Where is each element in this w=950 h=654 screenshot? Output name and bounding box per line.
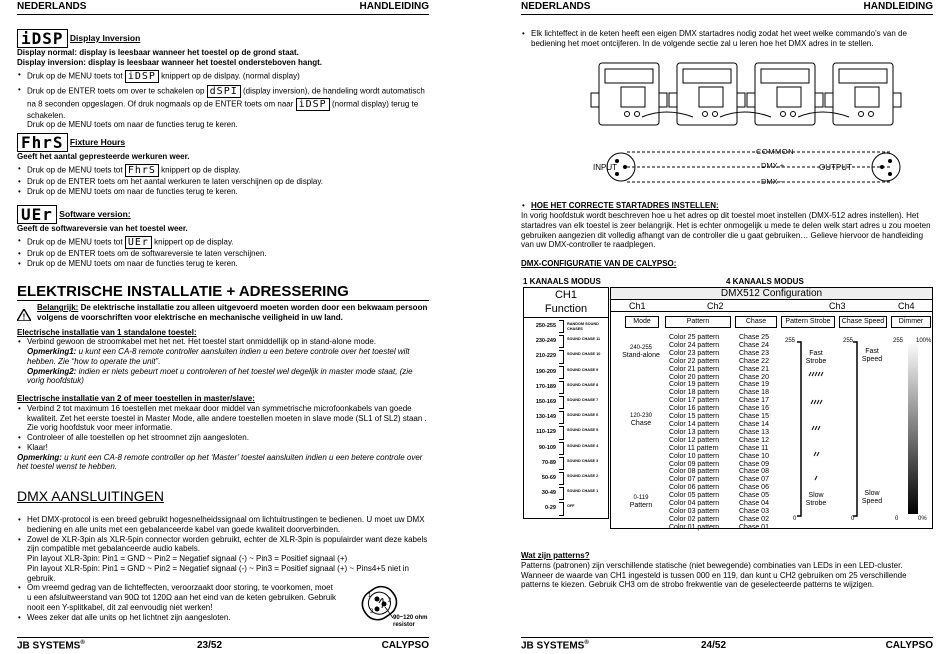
- pin-label: 1: [368, 593, 372, 599]
- svg-text:!: !: [22, 312, 26, 321]
- list-item: • Om vreemd gedrag van de lichteffecten, veroorzaakt door storing, te voorkomen, moet u een afsluitweerstand van 90Ω tot 120Ω aan het eind van de keten gebruiken. Gebruik nooit een Y-splitkabel, dit zal eenvoudig niet werken!: [17, 583, 429, 612]
- list-item: • Zowel de XLR-3pin als XLR-5pin connector worden gebruikt, echter de XLR-3pin is populairder want deze kabels zijn compatible met gebalanceerde audio kabels. Pin layout XLR-3pin: Pin1 = GND ~ Pin2 = Negatief signaal (-) ~ Pin3 = Positief signaal (+) Pin layout XLR-5pin: Pin1 = GND ~ Pin2 = Negatief signaal (-) ~ Pin3 = Positief signaal (+) ~ Pins4+5 niet in gebruik.: [17, 535, 429, 584]
- paragraph: Patterns (patronen) zijn verschillende statische (niet bewegende) combinaties van LEDs in een LED-cluster. Wanneer de waarde van CH1 ingesteld is tussen 000 en 119, dan kunt u CH2 gebruiken om 25 verschillende patterns te kiezen. Gebruik CH3 om de strobo frekwentie van de geselecteerde patterns te wijzigen.: [521, 560, 907, 590]
- ch1-range: 250-255: [535, 323, 556, 329]
- ch1-range: 90-109: [538, 444, 556, 451]
- ch1-tick: [559, 442, 564, 455]
- chase-item: Chase 15: [739, 413, 769, 421]
- ch1-tick: [559, 381, 564, 394]
- list-item: • Druk op de ENTER toets om over te schakelen op dSPI (display inversion), de handeling wordt automatisch na 8 seconden opgeslagen. Of druk nogmaals op de ENTER toets om naar iDSP (normal display) terug te schakelen.: [17, 85, 429, 121]
- paragraph: Geeft de softwareversie van het toestel weer.: [17, 224, 188, 233]
- ch1-function: RANDOM SOUND CHASES: [567, 322, 599, 331]
- dimmer-bottom-pct: 0%: [918, 516, 927, 522]
- section-title: Display Inversion: [69, 32, 141, 43]
- chase-item: Chase 16: [739, 405, 769, 413]
- pattern-item: Color 09 pattern: [669, 460, 720, 468]
- subsection-title: Wat zijn patterns?: [521, 551, 590, 560]
- ch1-function: SOUND CHASE 5: [567, 428, 599, 433]
- pattern-item: Color 10 pattern: [669, 452, 720, 460]
- ch1-function: SOUND CHASE 8: [567, 382, 599, 387]
- list-item: • Druk op de MENU toets om naar de functies terug te keren.: [17, 259, 429, 269]
- ch1-row: [524, 442, 608, 457]
- chase-item: Chase 18: [739, 389, 769, 397]
- mode-label: Stand-alone: [622, 352, 660, 359]
- section-software-version: [17, 205, 429, 268]
- note: Opmerking: u kunt een CA-8 remote controller op het ‘Master’ toestel aansluiten indien u een betere controle over het toestel wenst te hebben.: [17, 452, 423, 472]
- list-item: • Druk op de MENU toets tot iDSP knippert op de dislpay. (normal display): [17, 70, 429, 83]
- lcd-display: FhrS: [17, 133, 68, 152]
- ch1-row: [524, 366, 608, 381]
- ch1-row: [524, 396, 608, 411]
- chase-item: Chase 08: [739, 468, 769, 476]
- chase-item: Chase 25: [739, 334, 769, 341]
- chase-item: Chase 19: [739, 381, 769, 389]
- ch1-tick: [559, 411, 564, 424]
- footer-brand: JB SYSTEMS: [521, 640, 585, 652]
- strobe-slow-label: Slow Strobe: [805, 492, 827, 507]
- chase-item: Chase 09: [739, 460, 769, 468]
- ch1-range: 210-229: [535, 353, 556, 360]
- paragraph: Geeft het aantal gepresteerde werkuren weer.: [17, 152, 190, 161]
- pattern-item: Color 22 pattern: [669, 357, 720, 365]
- note: Opmerking1: u kunt een CA-8 remote controller aansluiten indien u een betere controle over het toestel wilt hebben. Zie “how to operate the unit”.: [27, 347, 410, 366]
- lcd-display: UEr: [125, 236, 152, 249]
- list-item: • Druk op de MENU toets tot UEr knippert op de display.: [17, 236, 429, 249]
- pin-label: 3: [370, 609, 374, 615]
- footer-model: CALYPSO: [381, 640, 429, 651]
- speed-bottom-value: 0: [851, 516, 855, 522]
- ch1-subtitle: Function: [544, 303, 588, 315]
- ch1-function: SOUND CHASE 11: [567, 337, 601, 342]
- lcd-display: dSPI: [207, 85, 241, 98]
- ch1-row: [524, 457, 608, 472]
- pattern-item: Color 19 pattern: [669, 381, 720, 389]
- ch1-function: OFF: [567, 504, 575, 509]
- paragraph: Display normal: display is leesbaar wanneer het toestel op de grond staat.: [17, 48, 299, 57]
- strobe-top-value: 255: [785, 338, 796, 344]
- subcol-header: Chase Speed: [839, 316, 887, 328]
- paragraph: In vorig hoofdstuk wordt beschreven hoe u het adres op dit toestel moet instellen (DMX-512 adres instellen). Het startadres van elk toestel is zeer belangrijk. Het is echter onmogelijk u mede te delen welk start adres u zou moeten gebruiken aangezien dit volledig afhangt van de controller die u gaat gebruiken… Gelieve hiervoor de handleiding van uw DMX-controller te raadplegen.: [521, 211, 931, 250]
- list-item: • Druk op de MENU toets om naar de functies terug te keren.: [17, 187, 429, 197]
- pattern-item: Color 07 pattern: [669, 476, 720, 484]
- list-item: • Wees zeker dat alle units op het lichtnet zijn aangesloten.: [17, 613, 429, 623]
- diagram-output-label: OUTPUT: [819, 163, 852, 172]
- chase-item: Chase 05: [739, 492, 769, 500]
- subsection-title: Electrische installatie van 2 of meer toestellen in master/slave:: [17, 394, 255, 403]
- ch1-tick: [559, 426, 564, 439]
- col-header: Ch4: [898, 301, 915, 311]
- ch1-function-table: [523, 287, 609, 519]
- section-heading: ELEKTRISCHE INSTALLATIE + ADRESSERING: [17, 283, 429, 301]
- speed-slow-label: Slow Speed: [861, 490, 883, 505]
- dmx-config-title: DMX-CONFIGURATIE VAN DE CALYPSO:: [521, 259, 677, 268]
- header-title: HANDLEIDING: [359, 1, 429, 12]
- pattern-item: Color 05 pattern: [669, 492, 720, 500]
- ch1-function: SOUND CHASE 10: [567, 352, 601, 357]
- ch1-row: [524, 411, 608, 426]
- pattern-item: Color 15 pattern: [669, 413, 720, 421]
- subsection-title: Electrische installatie van 1 standalone toestel:: [17, 327, 197, 337]
- section-heading: DMX AANSLUITINGEN: [17, 488, 165, 504]
- strobe-bracket: [781, 334, 837, 524]
- ch1-range: 70-89: [541, 459, 556, 466]
- dmx512-table: [610, 287, 933, 529]
- chase-item: Chase 14: [739, 420, 769, 428]
- ch1-tick: [559, 350, 564, 363]
- lcd-display: UEr: [17, 205, 57, 224]
- chase-item: Chase 01: [739, 523, 769, 531]
- ch1-range: 110-129: [536, 429, 556, 436]
- diagram-input-label: INPUT: [593, 163, 617, 172]
- page-number: 24/52: [701, 640, 727, 651]
- section-title: Software version:: [59, 208, 131, 219]
- pin-label: 2: [388, 598, 392, 604]
- ch1-row: [524, 335, 608, 350]
- lcd-display: iDSP: [125, 70, 159, 83]
- pattern-item: Color 16 pattern: [669, 405, 720, 413]
- chase-item: Chase 11: [739, 444, 769, 452]
- ch1-function: SOUND CHASE 6: [567, 413, 599, 418]
- dmx512-title: DMX512 Configuration: [611, 288, 932, 300]
- ch1-row: [524, 472, 608, 487]
- pattern-item: Color 20 pattern: [669, 373, 720, 381]
- ch1-tick: [559, 502, 564, 515]
- ch1-row: [524, 426, 608, 441]
- chase-item: Chase 23: [739, 349, 769, 357]
- diagram-dmx-plus-label: DMX +: [761, 161, 785, 170]
- page-header: [17, 1, 429, 15]
- col-header: Ch2: [707, 301, 724, 311]
- lcd-display: iDSP: [296, 98, 330, 111]
- pattern-item: Color 18 pattern: [669, 389, 720, 397]
- pattern-item: Color 01 pattern: [669, 523, 720, 531]
- chase-item: Chase 21: [739, 365, 769, 373]
- subsection-title: HOE HET CORRECTE STARTADRES INSTELLEN:: [531, 201, 719, 210]
- mode-column: [617, 334, 665, 524]
- warning-icon: [17, 309, 31, 321]
- chase-list: [739, 334, 781, 532]
- mode-label: Chase: [630, 420, 652, 427]
- mode-range: 0-119: [633, 495, 649, 501]
- pattern-item: Color 12 pattern: [669, 436, 720, 444]
- ch1-function: SOUND CHASE 1: [567, 489, 599, 494]
- strobe-bottom-value: 0: [793, 516, 797, 522]
- ch1-function: SOUND CHASE 4: [567, 443, 599, 448]
- pattern-item: Color 03 pattern: [669, 507, 720, 515]
- pattern-item: Color 11 pattern: [669, 444, 719, 452]
- page-footer: JB SYSTEMS® 24/52 CALYPSO: [521, 637, 933, 652]
- pattern-item: Color 02 pattern: [669, 515, 720, 523]
- lcd-display: FhrS: [125, 164, 159, 177]
- section-electrical: [17, 283, 429, 472]
- lcd-display: iDSP: [17, 29, 68, 48]
- mode-1ch-label: 1 KANAALS MODUS: [523, 277, 601, 286]
- warning-label: Belangrijk:: [37, 303, 79, 312]
- strobe-column: [781, 334, 837, 524]
- ch1-function: SOUND CHASE 2: [567, 474, 599, 478]
- subcol-header: Pattern Strobe: [781, 316, 835, 328]
- note: Opmerking2: indien er niets gebeurt moet u controleren of het toestel wel degelijk in master mode staat, (zie vorig hoofdstuk): [27, 366, 413, 386]
- page-footer: JB SYSTEMS® 23/52 CALYPSO: [17, 637, 429, 652]
- ch1-tick: [559, 396, 564, 409]
- ch1-range: 130-149: [535, 414, 556, 421]
- ch1-row: [524, 487, 608, 502]
- ch1-range: 30-49: [541, 490, 556, 497]
- resistor-label: 90~120 ohm resistor: [393, 615, 428, 628]
- list-item: • Het DMX-protocol is een breed gebruikt hogesnelheidssignaal om lichtuitrustingen te bedienen. U moet uw DMX bediening en alle units met een gebalanceerde kabel van goede kwaliteit doorverbinden.: [17, 515, 429, 535]
- list-item: [521, 201, 933, 211]
- paragraph: Display inversion: display is leesbaar wanneer het toestel ondersteboven hangt.: [17, 57, 322, 67]
- warning-text: De elektrische installatie zou alleen uitgevoerd moeten worden door een bekwaam persoon volgens de voorschriften voor elektrische en mechanische veiligheid in uw land.: [37, 303, 428, 322]
- ch1-function: SOUND CHASE 9: [567, 367, 599, 372]
- pattern-item: Color 21 pattern: [669, 365, 720, 373]
- section-fixture-hours: [17, 133, 429, 196]
- header-language: NEDERLANDS: [17, 1, 87, 12]
- ch1-function: SOUND CHASE 3: [567, 458, 599, 463]
- pattern-item: Color 06 pattern: [669, 484, 720, 492]
- mode-label: Pattern: [629, 502, 653, 509]
- ch1-tick: [559, 366, 564, 379]
- chase-item: Chase 22: [739, 357, 769, 365]
- mode-4ch-label: 4 KANAALS MODUS: [726, 277, 804, 286]
- pattern-item: Color 23 pattern: [669, 349, 720, 357]
- chase-item: Chase 20: [739, 373, 769, 381]
- pattern-item: Color 14 pattern: [669, 420, 720, 428]
- section-title: Fixture Hours: [69, 136, 126, 147]
- list-item: • Druk op de MENU toets tot FhrS knippert op de display.: [17, 164, 429, 177]
- ch1-row: [524, 320, 608, 335]
- dmx-chain-diagram: [581, 57, 931, 192]
- ch1-range: 50-69: [541, 475, 556, 481]
- subcol-header: Dimmer: [891, 316, 931, 328]
- speed-bracket: [839, 334, 891, 524]
- page-header: [521, 1, 933, 15]
- speed-top-value: 255: [843, 338, 854, 344]
- ch1-tick: [559, 457, 564, 470]
- fixture-chain-illustration: [581, 57, 931, 192]
- header-language: NEDERLANDS: [521, 1, 591, 12]
- pattern-item: Color 25 pattern: [669, 334, 720, 341]
- footer-model: CALYPSO: [885, 640, 933, 651]
- chase-item: Chase 24: [739, 341, 769, 349]
- ch1-tick: [559, 335, 564, 348]
- right-page: [521, 0, 933, 654]
- pattern-item: Color 24 pattern: [669, 341, 720, 349]
- ch1-row: [524, 381, 608, 396]
- diagram-dmx-minus-label: DMX -: [761, 177, 783, 186]
- pattern-item: Color 17 pattern: [669, 397, 720, 405]
- list-item: • Verbind gewoon de stroomkabel met het net. Het toestel start onmiddellijk op in stand-alone mode.: [17, 337, 429, 347]
- pattern-item: Color 04 pattern: [669, 500, 720, 508]
- diagram-common-label: COMMON: [756, 147, 794, 156]
- chase-item: Chase 02: [739, 515, 769, 523]
- ch1-tick: [559, 487, 564, 500]
- dimmer-top-pct: 100%: [916, 338, 932, 344]
- chase-item: Chase 06: [739, 484, 769, 492]
- page-number: 23/52: [197, 640, 223, 651]
- ch1-range: 170-189: [535, 383, 556, 390]
- mode-range: 120-230: [629, 413, 653, 419]
- section-display-inversion: [17, 29, 429, 130]
- subcol-header: Chase: [735, 316, 777, 328]
- dimmer-top-value: 255: [893, 338, 904, 344]
- xlr-resistor-diagram: [355, 582, 435, 634]
- chase-item: Chase 12: [739, 436, 769, 444]
- ch1-range: 150-169: [535, 399, 556, 405]
- mode-range: 240-255: [629, 345, 653, 351]
- chase-item: Chase 07: [739, 476, 769, 484]
- pattern-item: Color 13 pattern: [669, 428, 720, 436]
- ch1-range: 0-29: [544, 505, 556, 512]
- list-item: Druk op de MENU toets om naar de functies terug te keren.: [27, 120, 238, 130]
- pattern-list: [669, 334, 735, 532]
- chase-item: Chase 04: [739, 500, 769, 508]
- col-header: Ch3: [829, 301, 846, 311]
- chase-item: Chase 17: [739, 397, 769, 405]
- speed-column: [839, 334, 891, 524]
- chase-item: Chase 03: [739, 507, 769, 515]
- section-patterns-info: [521, 551, 933, 590]
- list-item: • Elk lichteffect in de keten heeft een eigen DMX startadres nodig zodat het weet welke commando’s van de bediening het moet ontcijferen. In de volgende sectie zal u leren hoe het DMX adres in te stellen.: [521, 29, 933, 49]
- ch1-range: 230-249: [535, 338, 556, 345]
- dimmer-column: [891, 334, 933, 524]
- ch1-rows: [524, 320, 608, 518]
- header-title: HANDLEIDING: [863, 1, 933, 12]
- list-item: • Druk op de ENTER toets om het aantal werkuren te laten verschijnen op de display.: [17, 177, 429, 187]
- chase-item: Chase 13: [739, 428, 769, 436]
- pattern-item: Color 08 pattern: [669, 468, 720, 476]
- strobe-fast-label: Fast Strobe: [805, 350, 827, 365]
- subcol-header: Mode: [625, 316, 659, 328]
- ch1-title: CH1: [554, 289, 577, 301]
- list-item: • Controleer of alle toestellen op het stroomnet zijn aangesloten.: [17, 433, 429, 443]
- ch1-tick: [559, 320, 564, 333]
- ch1-row: [524, 502, 608, 517]
- list-item: • Druk op de ENTER toets om de softwareversie te laten verschijnen.: [17, 249, 429, 259]
- ch1-tick: [559, 472, 564, 485]
- left-page: [17, 0, 429, 654]
- col-header: Ch1: [629, 301, 646, 311]
- dimmer-gradient: [908, 344, 918, 514]
- speed-fast-label: Fast Speed: [861, 348, 883, 363]
- dimmer-bottom-value: 0: [895, 516, 899, 522]
- subcol-header: Pattern: [665, 316, 731, 328]
- footer-brand: JB SYSTEMS: [17, 640, 81, 652]
- chase-item: Chase 10: [739, 452, 769, 460]
- ch1-function: SOUND CHASE 7: [567, 398, 599, 402]
- list-item: • Klaar!: [17, 443, 429, 453]
- ch1-row: [524, 350, 608, 365]
- ch1-range: 190-209: [535, 368, 556, 375]
- list-item: • Verbind 2 tot maximum 16 toestellen met mekaar door middel van symmetrische microfoonkabels van goede kwaliteit. Zet het eerste toestel in Master Mode, alle andere toestellen moeten in slave mode (SL1 of SL2) staan . Zie vorig hoofdstuk voor meer informatie.: [17, 404, 429, 433]
